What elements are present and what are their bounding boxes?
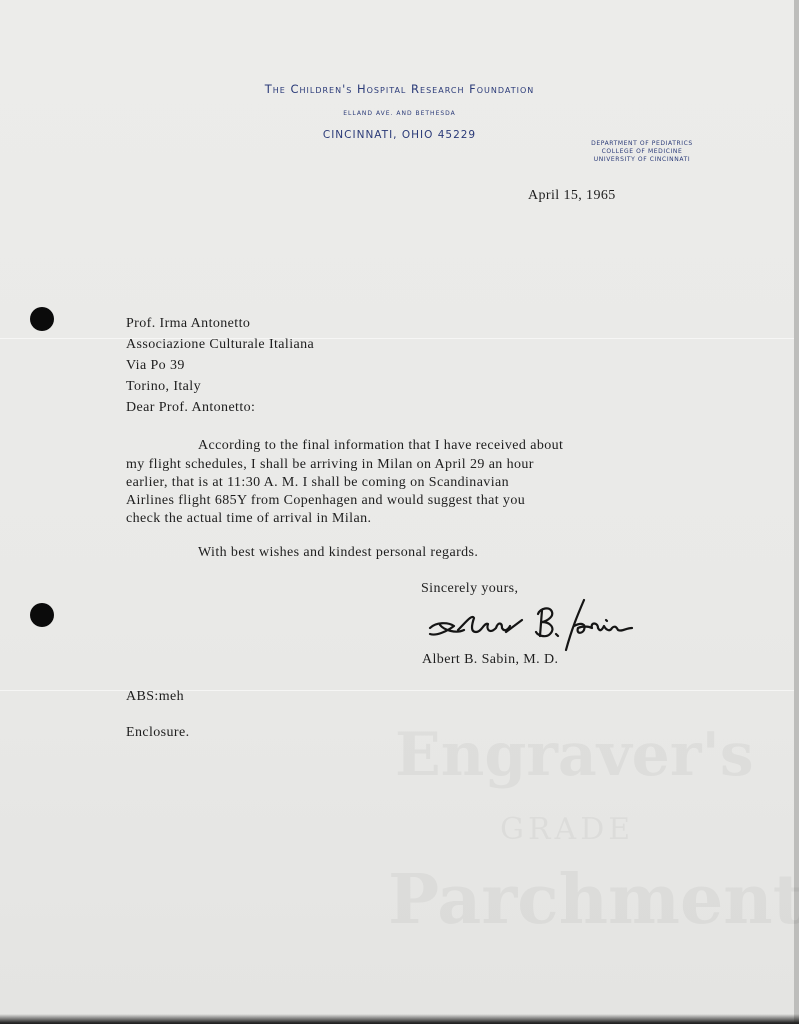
recipient-line: Via Po 39 [126,358,185,373]
letter-date: April 15, 1965 [528,188,616,203]
handwritten-signature [426,592,641,654]
body-line: Airlines flight 685Y from Copenhagen and would suggest that you [126,493,526,508]
recipient-line: Prof. Irma Antonetto [126,316,251,331]
body-line: According to the final information that I have received about [198,438,564,453]
enclosure-note: Enclosure. [126,725,190,740]
regards-line: With best wishes and kindest personal regards. [198,545,479,560]
department-line: DEPARTMENT OF PEDIATRICS [591,140,693,147]
body-line: check the actual time of arrival in Milan. [126,511,372,526]
typist-initials: ABS:meh [126,689,185,704]
punch-hole [30,603,54,627]
signer-name: Albert B. Sabin, M. D. [422,652,559,667]
department-line: COLLEGE OF MEDICINE [601,148,683,155]
salutation: Dear Prof. Antonetto: [126,400,256,415]
department-line: UNIVERSITY OF CINCINNATI [593,156,691,163]
body-line: earlier, that is at 11:30 A. M. I shall be coming on Scandinavian [126,475,510,490]
fold-line [0,338,794,339]
closing: Sincerely yours, [421,581,519,596]
punch-hole [30,307,54,331]
letterhead-organization: The Children's Hospital Research Foundation [264,82,535,96]
watermark-word-3 [388,860,799,940]
watermark-word-1 [395,720,754,790]
watermark-word-2 [500,812,634,847]
recipient-line: Torino, Italy [126,379,201,394]
fold-line [0,690,794,691]
body-line: my flight schedules, I shall be arriving in Milan on April 29 an hour [126,457,534,472]
recipient-address [126,313,314,397]
letterhead-street: ELLAND AVE. AND BETHESDA [343,110,456,117]
recipient-line: Associazione Culturale Italiana [126,337,315,352]
letterhead-city: CINCINNATI, OHIO 45229 [322,129,477,141]
letterhead-department [572,140,712,164]
page-bottom-shadow [0,1014,799,1024]
